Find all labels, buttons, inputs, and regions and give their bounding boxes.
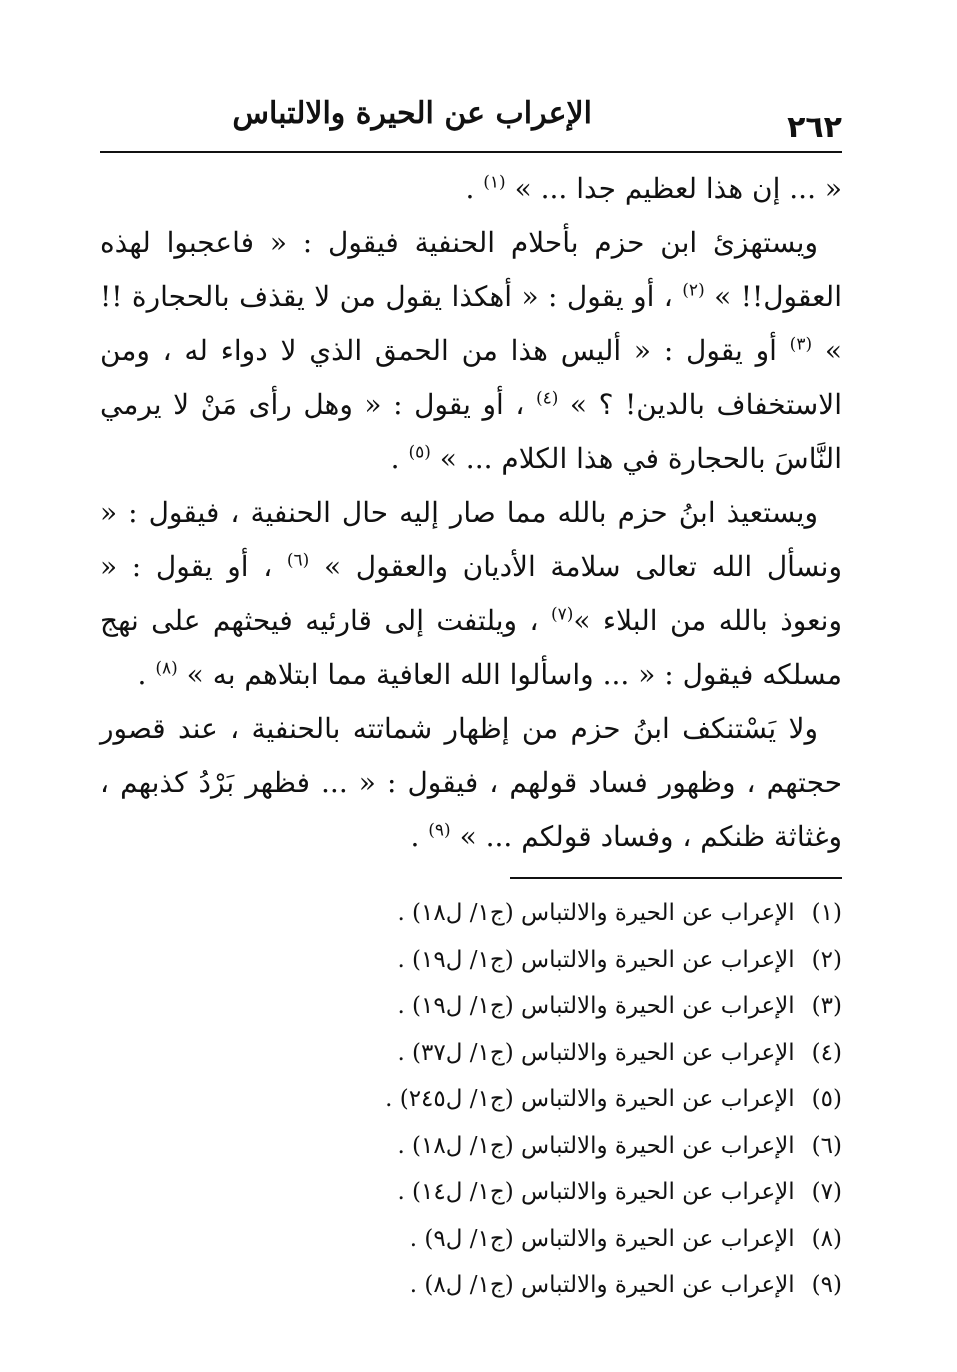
footnote-ref: (٥) xyxy=(408,442,431,463)
footnote xyxy=(100,1076,842,1123)
footnote-text: الإعراب عن الحيرة والالتباس (ج١/ ل١٩) . xyxy=(397,946,795,973)
footnote-text: الإعراب عن الحيرة والالتباس (ج١/ ل١٩) . xyxy=(397,993,795,1019)
footnote-number: (٢) xyxy=(811,946,842,973)
footnote-text: الإعراب عن الحيرة والالتباس (ج١/ ل٣٧) . xyxy=(397,1039,795,1066)
text-run: « ... إن هذا لعظيم جدا ... » xyxy=(505,172,842,205)
footnote-number: (٨) xyxy=(811,1225,842,1252)
text-run: . xyxy=(137,658,156,691)
text-run: ولا يَسْتنكف ابنُ حزم من إظهار شماتته بالحنفية ، عند قصور حجتهم ، وظهور فساد قولهم ، فيقول : « ... فظهر بَرْدُ كذبهم ، وغثاثة ظنكم ، وفساد قولكم ... » xyxy=(100,712,842,853)
header-rule xyxy=(100,151,842,153)
page-number: ٢٦٢ xyxy=(787,110,842,145)
running-title: الإعراب عن الحيرة والالتباس xyxy=(232,96,592,131)
footnote-text: الإعراب عن الحيرة والالتباس (ج١/ ل١٨) . xyxy=(397,900,795,926)
text-run: ويستهزئ ابن حزم بأحلام الحنفية فيقول : « فاعجبوا لهذه العقول!! » xyxy=(100,226,842,313)
footnote-ref: (٩) xyxy=(428,820,451,841)
footnote-number: (٦) xyxy=(811,1132,842,1159)
footnote-separator xyxy=(510,877,842,879)
paragraph xyxy=(100,216,842,486)
footnote xyxy=(100,890,842,937)
footnote-ref: (٧) xyxy=(550,604,574,625)
text-run: . xyxy=(390,442,409,475)
footnote-text: الإعراب عن الحيرة والالتباس (ج١/ ل١٨) . xyxy=(397,1132,795,1159)
text-run: . xyxy=(465,172,484,205)
footnote-number: (٥) xyxy=(811,1086,842,1112)
text-run: ، أو يقول : « وهل رأى مَنْ لا يرمي النَّاسَ بالحجارة في هذا الكلام ... » xyxy=(100,388,842,475)
footnote-ref: (٣) xyxy=(789,334,813,355)
footnote-ref: (١) xyxy=(483,172,506,193)
footnote-text: الإعراب عن الحيرة والالتباس (ج١/ ل١٤) . xyxy=(397,1179,795,1205)
footnote xyxy=(100,983,842,1030)
paragraph xyxy=(100,486,842,702)
footnote-number: (٧) xyxy=(811,1179,842,1205)
footnote xyxy=(100,937,842,984)
footnote-number: (٤) xyxy=(811,1039,842,1066)
page-header xyxy=(100,92,842,150)
text-run: ، أو يقول : « ونعوذ بالله من البلاء » xyxy=(100,550,842,637)
footnote-ref: (٤) xyxy=(535,388,559,409)
footnote-ref: (٦) xyxy=(286,550,310,571)
footnote-text: الإعراب عن الحيرة والالتباس (ج١/ ل٢٤٥) . xyxy=(385,1086,795,1112)
footnote xyxy=(100,1169,842,1216)
footnote xyxy=(100,1216,842,1263)
footnote xyxy=(100,1123,842,1170)
footnote-text: الإعراب عن الحيرة والالتباس (ج١/ ل٩) . xyxy=(409,1225,795,1252)
body-text xyxy=(100,162,842,864)
footnotes-list xyxy=(100,890,842,1309)
footnote-number: (٣) xyxy=(811,993,842,1019)
text-run: ، ويلتفت إلى قارئيه فيحثهم على نهج مسلكه فيقول : « ... واسألوا الله العافية مما ابتلاهم به » xyxy=(100,604,842,691)
text-run: ، أو يقول : « أهكذا يقول من لا يقذف بالحجارة !! » xyxy=(100,280,842,367)
paragraph xyxy=(100,162,842,216)
text-run: أو يقول : « أليس هذا من الحمق الذي لا دواء له ، ومن الاستخفاف بالدين! ؟ » xyxy=(100,334,842,421)
footnote-text: الإعراب عن الحيرة والالتباس (ج١/ ل٨) . xyxy=(409,1272,795,1298)
footnote-number: (٩) xyxy=(811,1272,842,1298)
footnote-ref: (٨) xyxy=(155,658,178,679)
paragraph xyxy=(100,702,842,864)
footnote-ref: (٢) xyxy=(682,280,705,301)
text-run: . xyxy=(410,820,429,853)
footnote xyxy=(100,1030,842,1077)
text-run: ويستعيذ ابنُ حزم بالله مما صار إليه حال الحنفية ، فيقول : « ونسأل الله تعالى سلامة الأديان والعقول » xyxy=(100,496,842,583)
footnote-number: (١) xyxy=(811,900,842,926)
footnote xyxy=(100,1262,842,1309)
